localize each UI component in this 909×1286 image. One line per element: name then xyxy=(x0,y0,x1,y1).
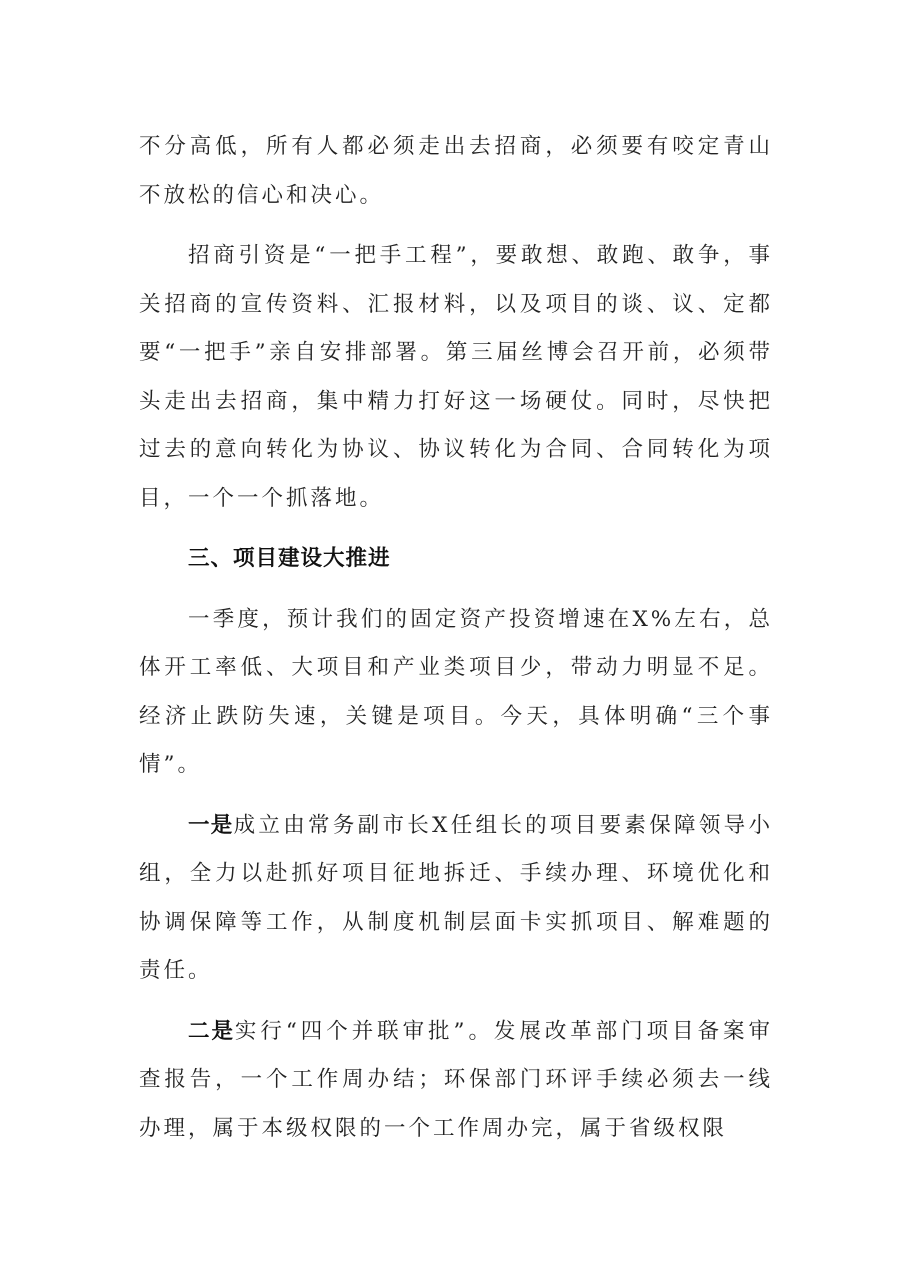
paragraph-1: 不分高低，所有人都必须走出去招商，必须要有咬定青山不放松的信心和决心。 xyxy=(139,134,773,208)
paragraph-4-text: 成立由常务副市长X任组长的项目要素保障领导小组，全力以赴抓好项目征地拆迁、手续办理、环境优化和协调保障等工作，从制度机制层面卡实抓项目、解难题的责任。 xyxy=(139,812,773,983)
paragraph-5 xyxy=(139,1008,773,1154)
paragraph-5-text: 实行“四个并联审批”。发展改革部门项目备案审查报告，一个工作周办结；环保部门环评手续必须去一线办理，属于本级权限的一个工作周办完，属于省级权限 xyxy=(139,1018,773,1141)
paragraph-2: 招商引资是“一把手工程”，要敢想、敢跑、敢争，事关招商的宣传资料、汇报材料，以及项目的谈、议、定都要“一把手”亲自安排部署。第三届丝博会召开前，必须带头走出去招商，集中精力打好这一场硬仗。同时，尽快把过去的意向转化为协议、协议转化为合同、合同转化为项目，一个一个抓落地。 xyxy=(139,243,773,511)
paragraph-3: 一季度，预计我们的固定资产投资增速在X%左右，总体开工率低、大项目和产业类项目少，带动力明显不足。经济止跌防失速，关键是项目。今天，具体明确“三个事情”。 xyxy=(139,606,773,777)
paragraph-4-lead: 一是 xyxy=(188,812,234,838)
paragraph-4 xyxy=(139,802,773,996)
document-body xyxy=(139,123,773,1165)
paragraph-5-lead: 二是 xyxy=(188,1018,235,1044)
section-heading-3: 三、项目建设大推进 xyxy=(188,546,391,571)
